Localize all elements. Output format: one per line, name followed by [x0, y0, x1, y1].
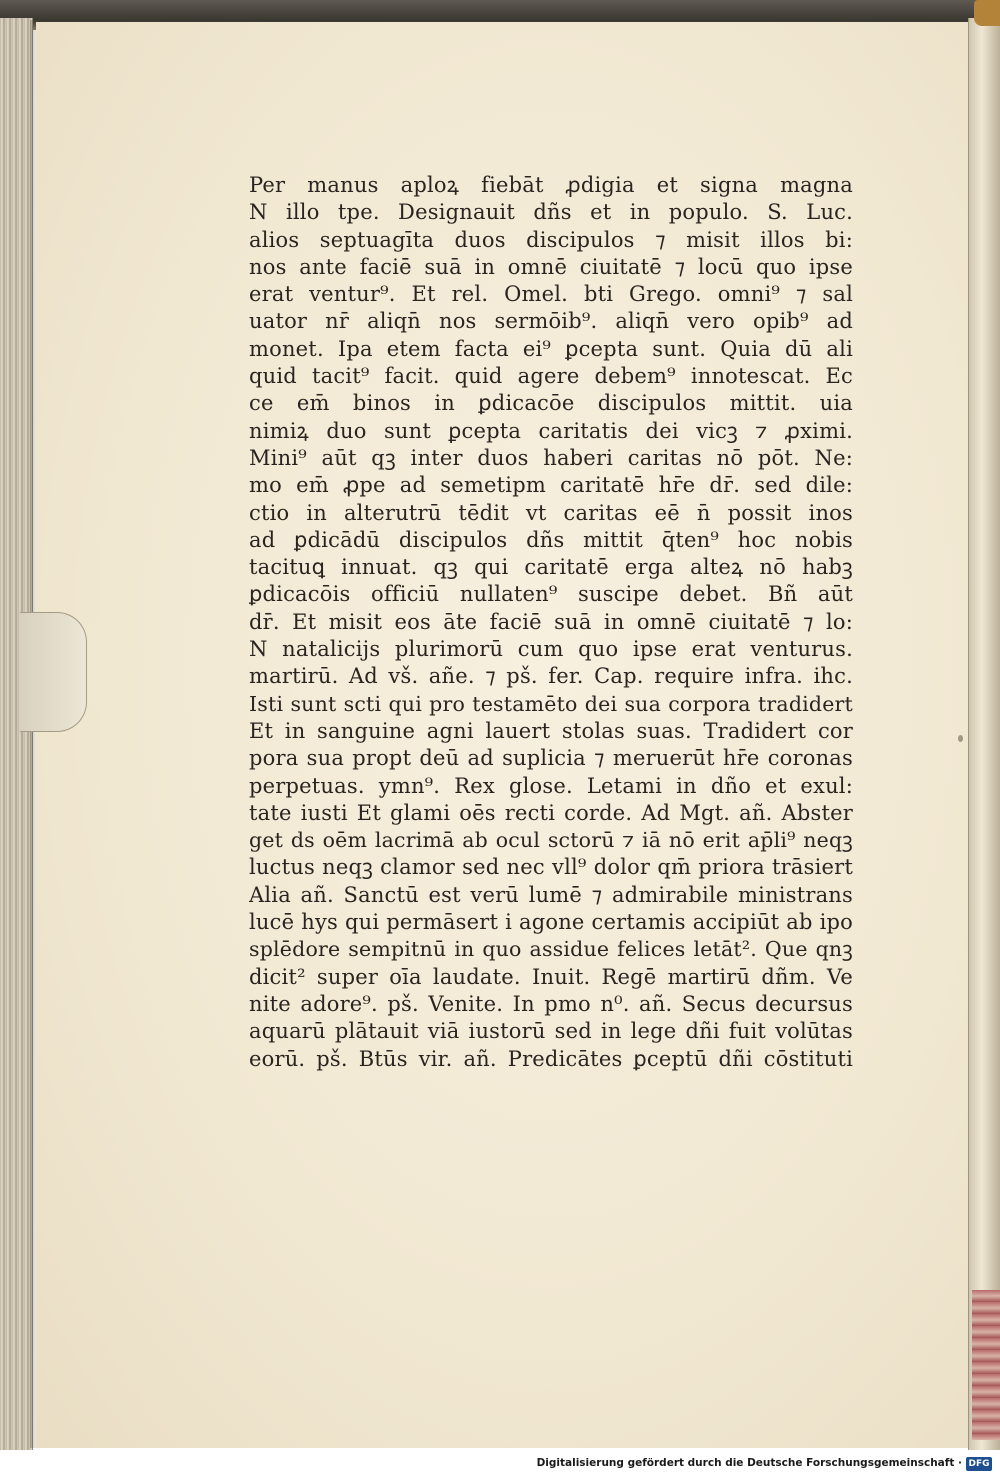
text-line: nimiꝝ duo sunt ꝑcepta caritatis dei vicꝫ ⁊ ꝓximi. [249, 418, 853, 443]
ink-spot [958, 735, 963, 742]
dfg-logo: DFG [966, 1457, 992, 1471]
text-line: tacituꝗ innuat. qꝫ qui caritatē erga alteꝝ nō habꝫ [249, 555, 853, 580]
text-line: lucē hys qui permāsert i agone certamis accipiūt ab ipo [249, 910, 853, 935]
text-line: dr̄. Et misit eos āte faciē suā in omnē ciuitatē ⁊ lo: [249, 609, 853, 634]
text-line: Alia añ. Sanctū est verū lumē ⁊ admirabile ministrans [249, 882, 853, 907]
text-line: nite adore⁹. pš. Venite. In pmo n⁰. añ. Secus decursus [249, 991, 853, 1016]
binding-thread-top [974, 0, 1000, 26]
text-line: tate iusti Et glami oēs recti corde. Ad Mgt. añ. Abster [249, 800, 853, 825]
text-line: aquarū plātauit viā iustorū sed in lege dñi fuit volūtas [249, 1019, 853, 1044]
book-right-edge [968, 18, 1000, 1450]
text-line: ctio in alterutrū tēdit vt caritas eē n̄ possit inos [249, 500, 853, 525]
text-line: ad ꝑdicādū discipulos dñs mittit q̄ten⁹ hoc nobis [249, 527, 853, 552]
text-line: perpetuas. ymn⁹. Rex glose. Letami in dño et exul: [249, 773, 853, 798]
text-line: alios septuagīta duos discipulos ⁊ misit illos bi: [249, 227, 853, 252]
text-line: Per manus aploꝝ fiebāt ꝓdigia et signa magna [249, 173, 853, 197]
text-line: Et in sanguine agni lauert stolas suas. Tradidert cor [249, 718, 853, 743]
digitization-credit: Digitalisierung gefördert durch die Deutsche Forschungsgemeinschaft · [536, 1457, 962, 1469]
text-line: uator nr̄ aliqn̄ nos sermōib⁹. aliqn̄ vero opib⁹ ad [249, 309, 853, 334]
text-line: monet. Ipa etem facta ei⁹ ꝑcepta sunt. Quia dū ali [249, 336, 853, 361]
binding-thread-bottom [972, 1290, 1000, 1440]
text-line: get ds oēm lacrimā ab ocul sctorū ⁊ iā nō erit ap̄li⁹ neqꝫ [249, 828, 853, 853]
text-line: ꝑdicacōis officiū nullaten⁹ suscipe debet. Bñ aūt [249, 582, 853, 607]
text-line: nos ante faciē suā in omnē ciuitatē ⁊ locū quo ipse [249, 254, 853, 279]
text-line: splēdore sempitnū in quo assidue felices letāt². Que qnꝫ [249, 937, 853, 962]
text-line: quid tacit⁹ facit. quid agere debem⁹ innotescat. Ec [249, 364, 853, 389]
text-line: N natalicijs plurimorū cum quo ipse erat venturus. [249, 637, 853, 662]
text-line: eorū. pš. Btūs vir. añ. Predicātes ꝑceptū dñi cōstituti [249, 1046, 853, 1071]
text-line: mo em̄ ꝓpe ad semetipm caritatē hr̄e dr̄. sed dile: [249, 473, 853, 498]
text-line: martirū. Ad vš. añe. ⁊ pš. fer. Cap. require infra. ihc. [249, 664, 853, 689]
incunabula-text-block [249, 172, 853, 1073]
book-left-fore-edge [0, 18, 33, 1450]
text-line: ce em̄ binos in ꝑdicacōe discipulos mittit. uia [249, 391, 853, 416]
text-line: Mini⁹ aūt qꝫ inter duos haberi caritas nō pōt. Ne: [249, 445, 853, 470]
text-line: erat ventur⁹. Et rel. Omel. bti Grego. omni⁹ ⁊ sal [249, 282, 853, 307]
text-line: N illo tpe. Designauit dñs et in populo. S. Luc. [249, 200, 853, 225]
text-line: pora sua propt deū ad suplicia ⁊ meruerūt hr̄e coronas [249, 746, 853, 771]
text-line: dicit² super oīa laudate. Inuit. Regē martirū dñm. Ve [249, 964, 853, 989]
text-line: luctus neqꝫ clamor sed nec vll⁹ dolor qm̄ priora trāsiert [249, 855, 853, 880]
page-tab-marker [20, 612, 87, 732]
text-line: Isti sunt scti qui pro testamēto dei sua corpora tradidert [249, 691, 853, 716]
